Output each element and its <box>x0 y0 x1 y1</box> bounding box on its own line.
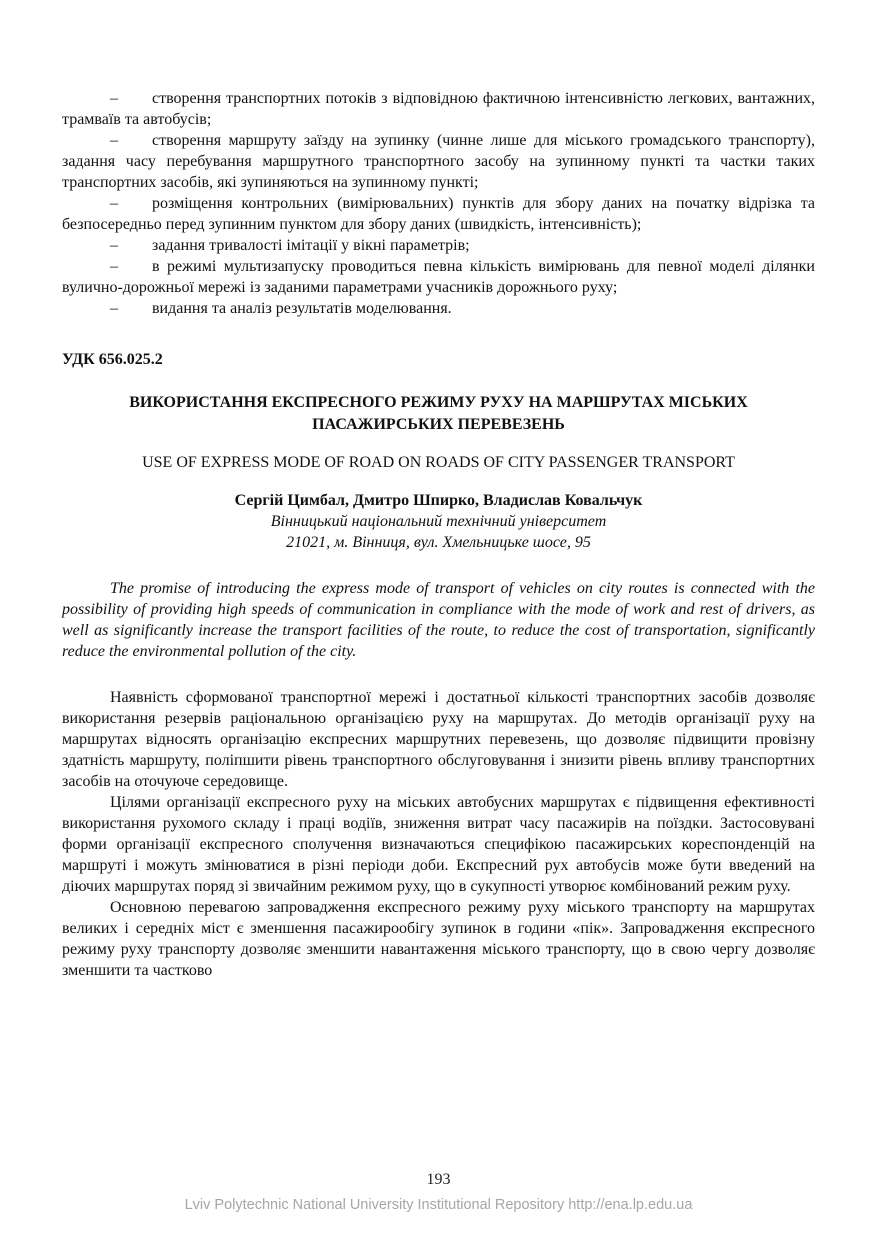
list-item-text: в режимі мультизапуску проводиться певна кількість вимірювань для певної моделі ділянки вулично-дорожньої мережі із заданими параметрами учасників дорожнього руху; <box>62 258 815 296</box>
list-item <box>62 193 815 235</box>
list-item-text: видання та аналіз результатів моделювання. <box>152 300 452 317</box>
list-item <box>62 88 815 130</box>
dash-marker: – <box>110 132 118 149</box>
affiliation-address: 21021, м. Вінниця, вул. Хмельницьке шосе, 95 <box>286 534 591 551</box>
dash-marker: – <box>110 300 118 317</box>
dash-marker: – <box>110 237 118 254</box>
list-item <box>62 298 815 319</box>
body-paragraph: Наявність сформованої транспортної мережі і достатньої кількості транспортних засобів дозволяє використання резервів раціональною організацією руху на маршрутах. До методів організації руху на маршрутах відносять організацію експресних маршрутних перевезень, що дозволяє підвищити провізну здатність маршруту, поліпшити рівень транспортного обслуговування і знизити рівень впливу транспортних засобів на оточуюче середовище. <box>62 689 815 790</box>
article-title: ВИКОРИСТАННЯ ЕКСПРЕСНОГО РЕЖИМУ РУХУ НА МАРШРУТАХ МІСЬКИХ ПАСАЖИРСЬКИХ ПЕРЕВЕЗЕНЬ <box>129 394 748 433</box>
dash-marker: – <box>110 195 118 212</box>
list-item <box>62 235 815 256</box>
list-item-text: розміщення контрольних (вимірювальних) пунктів для збору даних на початку відрізка та безпосередньо перед зупинним пунктом для збору даних (швидкість, інтенсивність); <box>62 195 815 233</box>
affiliation: Вінницький національний технічний університет <box>270 513 607 530</box>
list-item <box>62 256 815 298</box>
list-item-text: задання тривалості імітації у вікні параметрів; <box>152 237 470 254</box>
authors-line: Сергій Цимбал, Дмитро Шпирко, Владислав Ковальчук <box>234 492 643 509</box>
article-title-english: USE OF EXPRESS MODE OF ROAD ON ROADS OF CITY PASSENGER TRANSPORT <box>142 454 735 471</box>
abstract: The promise of introducing the express mode of transport of vehicles on city routes is connected with the possibility of providing high speeds of communication in compliance with the mode of work and rest of drivers, as well as significantly increase the transport facilities of the route, to reduce the cost of transportation, significantly reduce the environmental pollution of the city. <box>62 580 815 660</box>
body-paragraph: Цілями організації експресного руху на міських автобусних маршрутах є підвищення ефективності використання рухомого складу і праці водіїв, зниження витрат часу пасажирів на поїздки. Застосовувані форми організації експресного сполучення визначаються специфікою пасажирських кореспонденцій на маршруті і можуть змінюватися в різні періоди доби. Експресний рух автобусів може бути введений на діючих маршрутах поряд зі звичайним режимом руху, що в сукупності утворює комбінований режим руху. <box>62 794 815 895</box>
dash-marker: – <box>110 90 118 107</box>
repository-footer: Lviv Polytechnic National University Institutional Repository http://ena.lp.edu.ua <box>184 1197 693 1213</box>
dash-marker: – <box>110 258 118 275</box>
body-paragraph: Основною перевагою запровадження експресного режиму руху міського транспорту на маршрутах великих і середніх міст є зменшення пасажирообігу зупинок в години «пік». Запровадження експресного режиму руху транспорту дозволяє зменшити навантаження міського транспорту, що в свою чергу дозволяє зменшити та частково <box>62 899 815 979</box>
list-item <box>62 130 815 193</box>
list-item-text: створення транспортних потоків з відповідною фактичною інтенсивністю легкових, вантажних, трамваїв та автобусів; <box>62 90 815 128</box>
udc-code: УДК 656.025.2 <box>62 351 163 368</box>
list-item-text: створення маршруту заїзду на зупинку (чинне лише для міського громадського транспорту), задання часу перебування маршрутного транспортного засобу на зупинному пункті та частки таких транспортних засобів, які зупиняються на зупинному пункті; <box>62 132 815 191</box>
page-number: 193 <box>426 1171 451 1188</box>
